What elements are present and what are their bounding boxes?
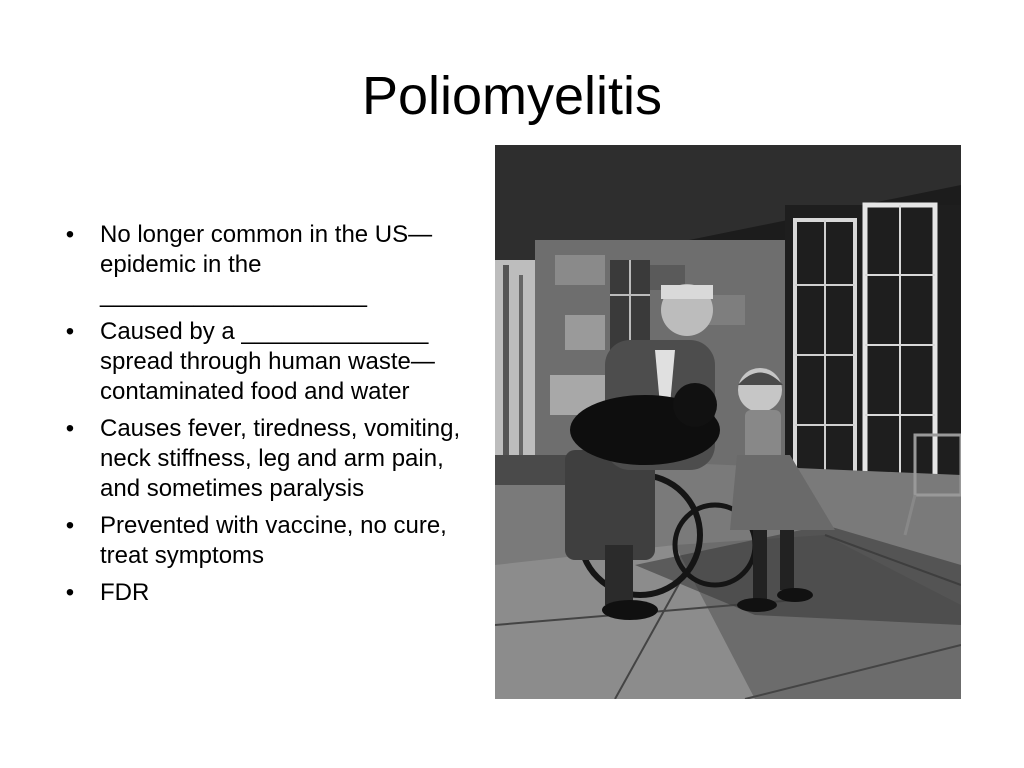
photograph-image [495, 145, 961, 699]
bullet-dot: • [65, 318, 75, 345]
bullet-item [65, 220, 470, 310]
bullet-text: No longer common in the US—epidemic in the ____________________ [100, 221, 433, 308]
bullet-item [65, 414, 470, 504]
slide-title: Poliomyelitis [361, 66, 663, 126]
bullet-dot: • [65, 415, 75, 442]
bullet-text: Prevented with vaccine, no cure, treat symptoms [100, 512, 447, 569]
bullet-text: Caused by a ______________ spread through human waste—contaminated food and water [100, 318, 435, 405]
bullet-text: Causes fever, tiredness, vomiting, neck stiffness, leg and arm pain, and sometimes paralysis [100, 415, 461, 502]
bullet-item [65, 578, 470, 608]
bullet-dot: • [65, 512, 75, 539]
bullet-text: FDR [100, 579, 150, 606]
bullet-item [65, 511, 470, 571]
bullet-item [65, 317, 470, 407]
photograph [495, 145, 961, 699]
bullet-dot: • [65, 579, 75, 606]
bullet-list [65, 220, 470, 615]
bullet-dot: • [65, 221, 75, 248]
